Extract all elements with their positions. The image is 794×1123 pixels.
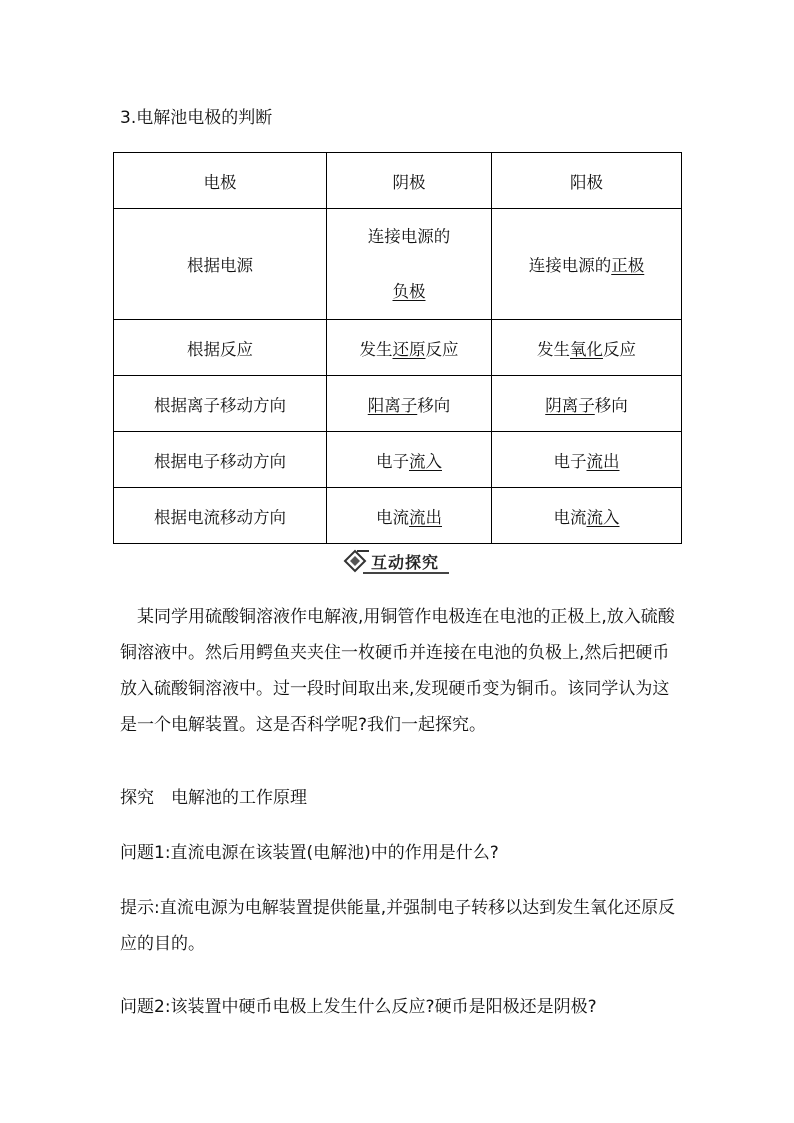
banner-underline — [363, 572, 449, 574]
cell-text: 连接电源的 — [528, 256, 612, 275]
interactive-explore-banner — [343, 548, 451, 574]
cell-text: 移向 — [594, 395, 628, 415]
table-row — [114, 320, 682, 376]
section-title: 3.电解池电极的判断 — [120, 108, 273, 128]
intro-paragraph: 某同学用硫酸铜溶液作电解液,用铜管作电极连在电池的正极上,放入硫酸铜溶液中。然后用鳄鱼夹夹住一枚硬币并连接在电池的负极上,然后把硬币放入硫酸铜溶液中。过一段时间取出来,发现硬币变为铜币。该同学认为这是一个电解装置。这是否科学呢?我们一起探究。 — [120, 607, 675, 735]
cell-ion-cathode — [327, 376, 492, 432]
banner-label: 互动探究 — [371, 553, 440, 572]
cell-electron-cathode — [327, 432, 492, 488]
answer-underlined: 正极 — [611, 256, 645, 275]
cell-power-cathode — [327, 209, 492, 320]
question-2: 问题2:该装置中硬币电极上发生什么反应?硬币是阳极还是阴极? — [120, 997, 597, 1017]
cell-current-anode — [492, 488, 682, 544]
cell-text: 连接电源的 — [367, 227, 451, 246]
table-row — [114, 376, 682, 432]
table-header-row — [114, 153, 682, 209]
cell-current-cathode — [327, 488, 492, 544]
hint-1: 提示:直流电源为电解装置提供能量,并强制电子转移以达到发生氧化还原反应的目的。 — [120, 898, 676, 954]
cell-text: 电流 — [376, 507, 409, 527]
header-electrode: 电极 — [114, 153, 327, 209]
table-row — [114, 488, 682, 544]
row-label-power: 根据电源 — [114, 209, 327, 320]
row-label-current: 根据电流移动方向 — [114, 488, 327, 544]
cell-reaction-anode — [492, 320, 682, 376]
answer-underlined: 阳离子 — [367, 395, 418, 415]
answer-underlined: 还原 — [392, 339, 426, 359]
header-anode: 阳极 — [492, 153, 682, 209]
cell-text: 电子 — [376, 451, 409, 471]
row-label-reaction: 根据反应 — [114, 320, 327, 376]
header-cathode: 阴极 — [327, 153, 492, 209]
answer-underlined: 流入 — [586, 507, 620, 527]
cell-electron-anode — [492, 432, 682, 488]
diamond-badge-icon — [343, 548, 371, 574]
cell-reaction-cathode — [327, 320, 492, 376]
cell-text: 发生 — [359, 339, 393, 359]
row-label-ion: 根据离子移动方向 — [114, 376, 327, 432]
cell-ion-anode — [492, 376, 682, 432]
row-label-electron: 根据电子移动方向 — [114, 432, 327, 488]
table-row — [114, 432, 682, 488]
cell-power-anode — [492, 209, 682, 320]
answer-underlined: 负极 — [392, 282, 426, 301]
answer-underlined: 流出 — [409, 507, 442, 527]
answer-underlined: 阴离子 — [545, 395, 595, 415]
cell-text: 反应 — [603, 339, 636, 359]
electrode-judgement-table — [113, 152, 682, 544]
explore-heading: 探究 电解池的工作原理 — [120, 788, 307, 808]
cell-text: 发生 — [537, 339, 570, 359]
cell-text: 移向 — [417, 395, 451, 415]
cell-text: 电流 — [553, 507, 587, 527]
answer-underlined: 流入 — [409, 451, 442, 471]
table-row — [114, 209, 682, 320]
answer-underlined: 流出 — [586, 451, 620, 471]
question-1: 问题1:直流电源在该装置(电解池)中的作用是什么? — [120, 843, 499, 863]
answer-underlined: 氧化 — [570, 339, 603, 359]
cell-text: 反应 — [425, 339, 459, 359]
cell-text: 电子 — [553, 451, 587, 471]
